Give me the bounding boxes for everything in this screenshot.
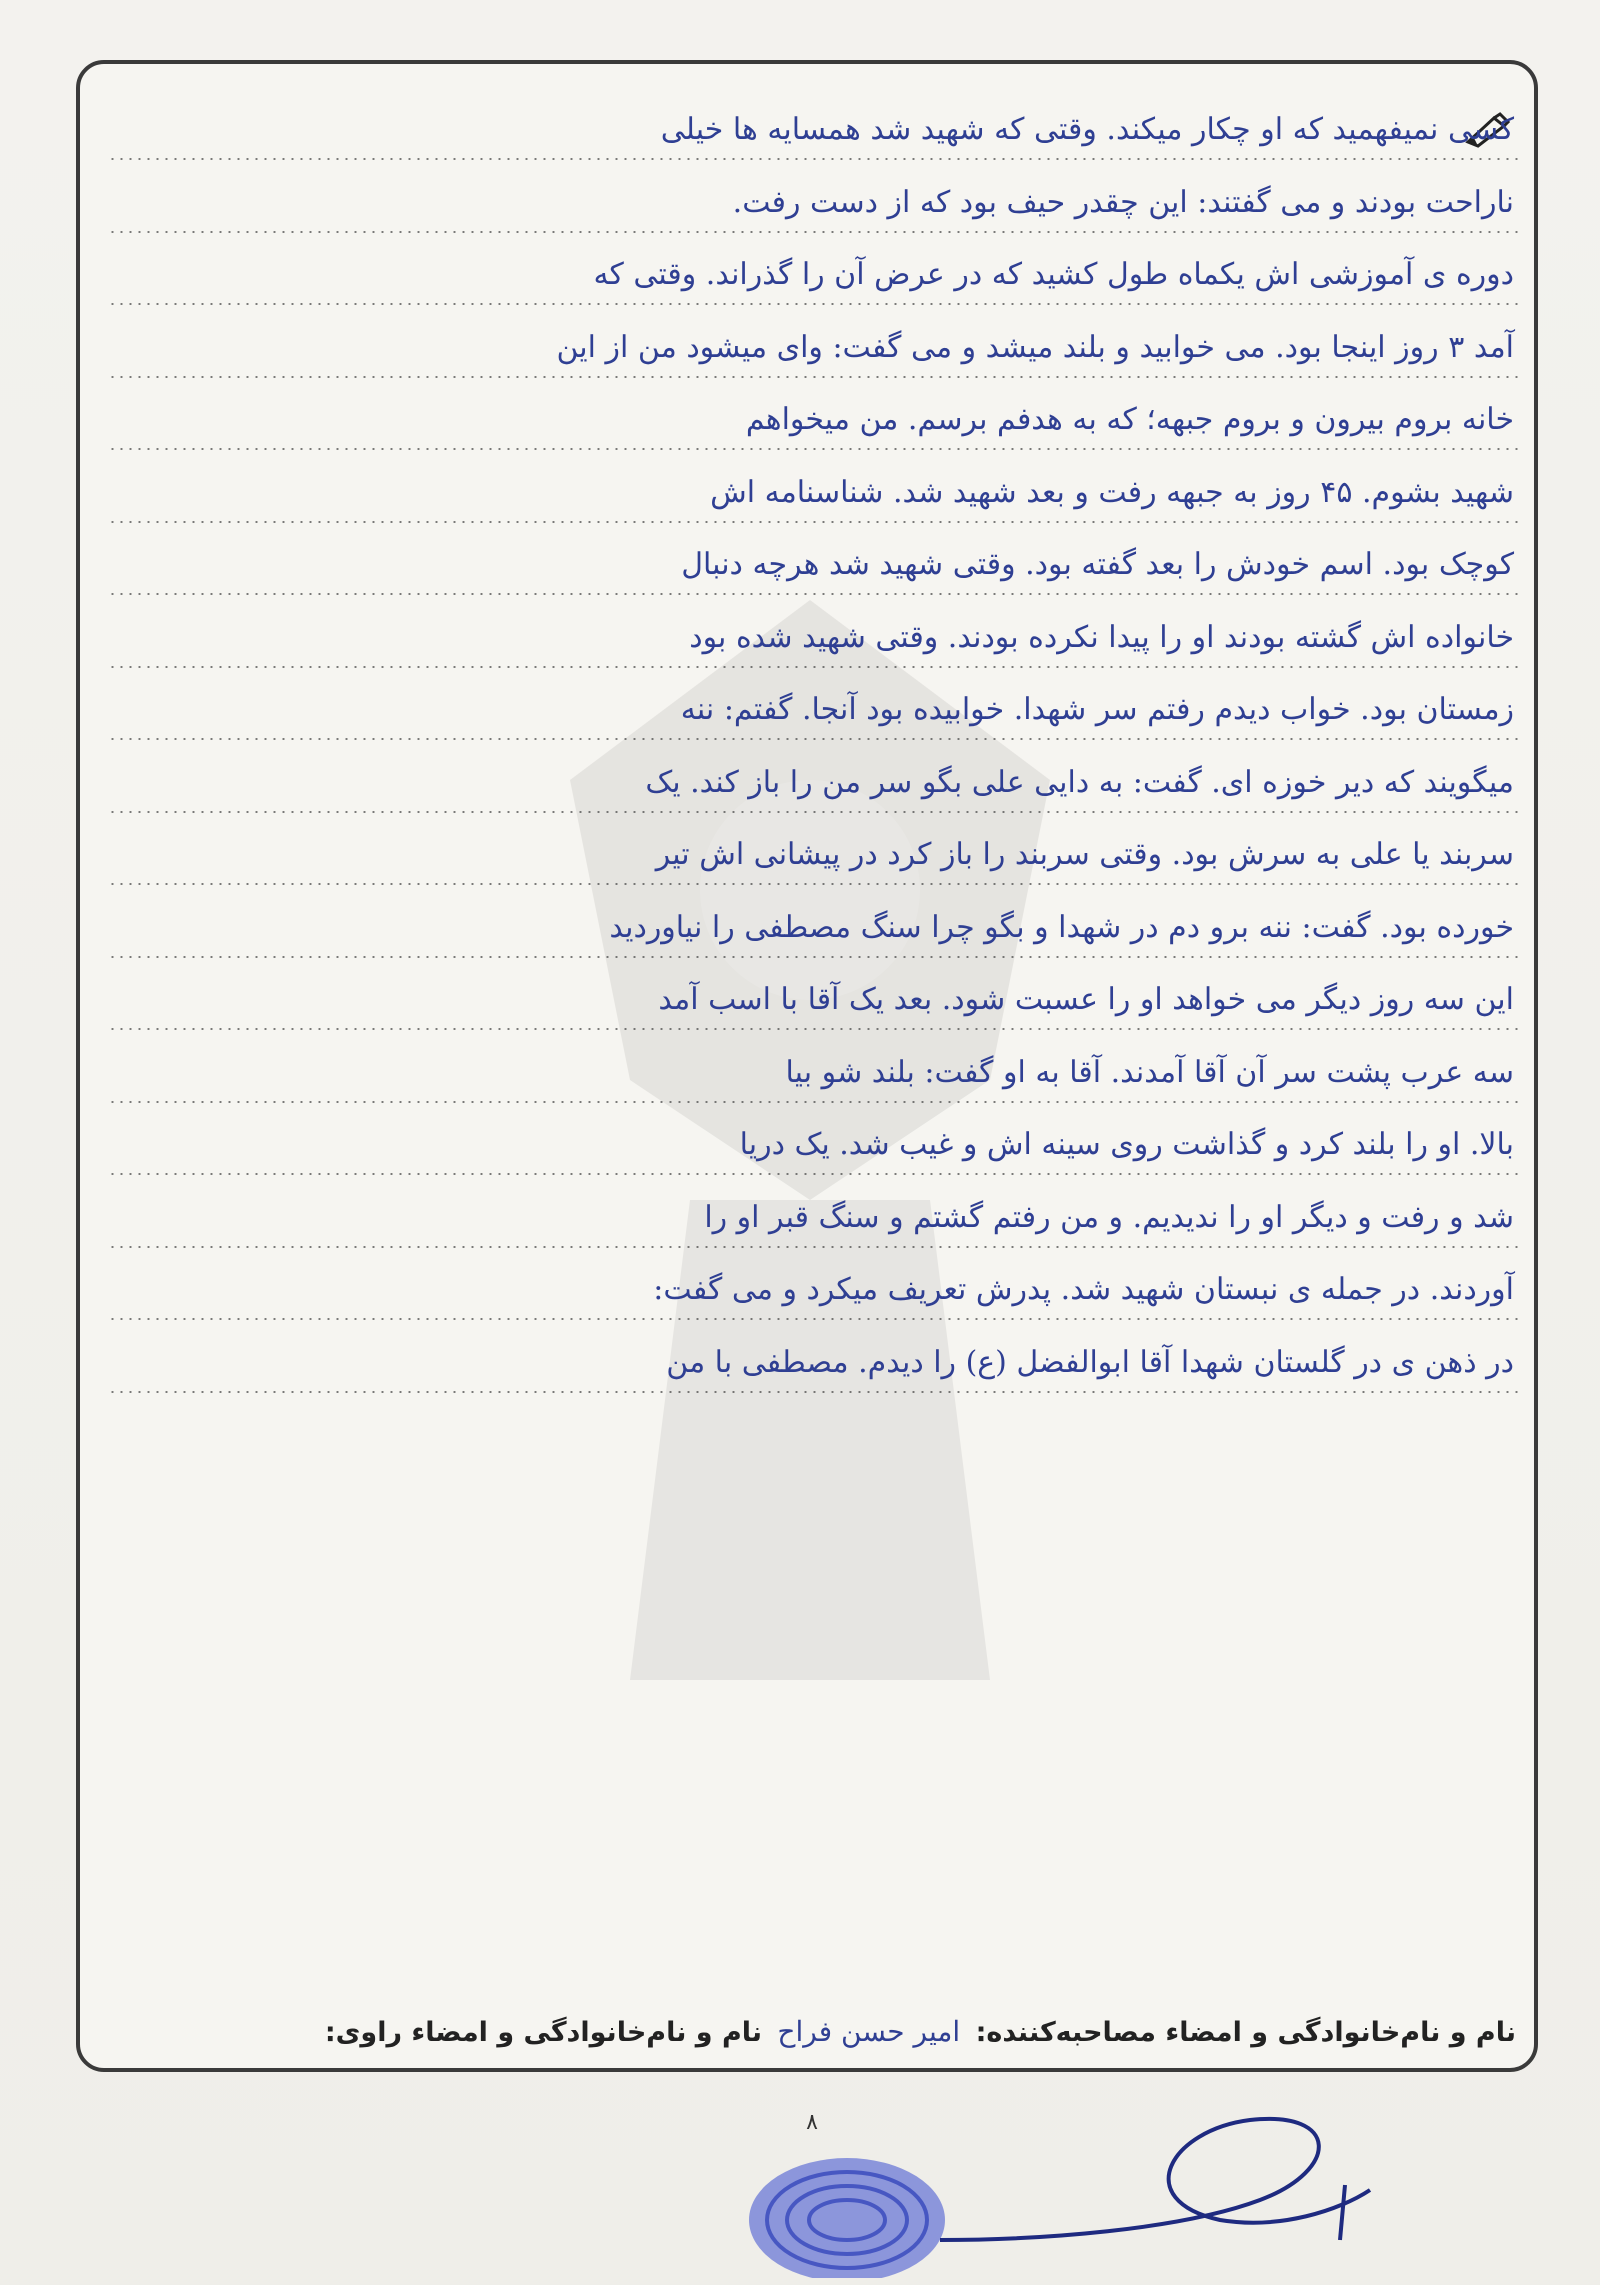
dotted-rule [108,158,1518,160]
dotted-rule [108,448,1518,450]
line-text: دوره ی آموزشی اش یکماه طول کشید که در عرض آن را گذراند. وقتی که [593,257,1514,292]
line-text: شد و رفت و دیگر او را ندیدیم. و من رفتم گشتم و سنگ قبر او را [704,1199,1514,1235]
dotted-rule [108,376,1518,378]
dotted-rule [108,1028,1518,1030]
dotted-rule [108,593,1518,595]
line-text: خورده بود. گفت: ننه برو دم در شهدا و بگو چرا سنگ مصطفی را نیاوردید [609,909,1514,945]
dotted-rule [108,1246,1518,1248]
dotted-rule [108,1173,1518,1175]
line-text: سربند یا علی به سرش بود. وقتی سربند را باز کرد در پیشانی اش تیر [655,837,1514,872]
dotted-rule [108,738,1518,740]
dotted-rule [108,666,1518,668]
dotted-rule [108,811,1518,813]
line-text: ناراحت بودند و می گفتند: این چقدر حیف بود که از دست رفت. [732,184,1514,220]
dotted-rule [108,883,1518,885]
dotted-rule [108,1391,1518,1393]
page-number: ۸ [806,2110,818,2135]
line-text: کوچک بود. اسم خودش را بعد گفته بود. وقتی شهید شد هرچه دنبال [681,547,1514,582]
dotted-rule [108,956,1518,958]
line-text: خانه بروم بیرون و بروم جبهه؛ که به هدفم برسم. من میخواهم [745,402,1514,437]
signature-footer [96,2010,1516,2055]
line-text: آمد ۳ روز اینجا بود. می خوابید و بلند میشد و می گفت: وای میشود من از این [556,329,1514,365]
interviewer-label: نام و نام‌خانوادگی و امضاء مصاحبه‌کننده: [975,2017,1516,2048]
line-text: شهید بشوم. ۴۵ روز به جبهه رفت و بعد شهید شد. شناسنامه اش [710,474,1514,510]
text-line [108,1333,1518,1425]
line-text: این سه روز دیگر می خواهد او را عسبت شود. بعد یک آقا با اسب آمد [658,982,1514,1017]
line-text: میگویند که دیر خوزه ای. گفت: به دایی علی بگو سر من را باز کند. یک [645,764,1514,800]
dotted-rule [108,521,1518,523]
line-text: زمستان بود. خواب دیدم رفتم سر شهدا. خوابیده بود آنجا. گفتم: ننه [680,692,1514,727]
dotted-rule [108,231,1518,233]
line-text: بالا. او را بلند کرد و گذاشت روی سینه اش و غیب شد. یک دریا [739,1127,1514,1162]
line-text: آوردند. در جمله ی نبستان شهید شد. پدرش تعریف میکرد و می گفت: [653,1272,1514,1307]
dotted-rule [108,1318,1518,1320]
dotted-rule [108,303,1518,305]
line-text: کسی نمیفهمید که او چکار میکند. وقتی که شهید شد همسایه ها خیلی [660,112,1514,147]
interviewer-signature: امیر حسن فراح [777,2015,961,2048]
line-text: در ذهن ی در گلستان شهدا آقا ابوالفضل (ع) را دیدم. مصطفی با من [666,1344,1514,1380]
line-text: سه عرب پشت سر آن آقا آمدند. آقا به او گفت: بلند شو بیا [785,1054,1514,1090]
signature-mark [920,2090,1380,2270]
line-text: خانواده اش گشته بودند او را پیدا نکرده بودند. وقتی شهید شده بود [689,619,1514,655]
narrator-label: نام و نام‌خانوادگی و امضاء راوی: [324,2017,763,2048]
dotted-rule [108,1101,1518,1103]
